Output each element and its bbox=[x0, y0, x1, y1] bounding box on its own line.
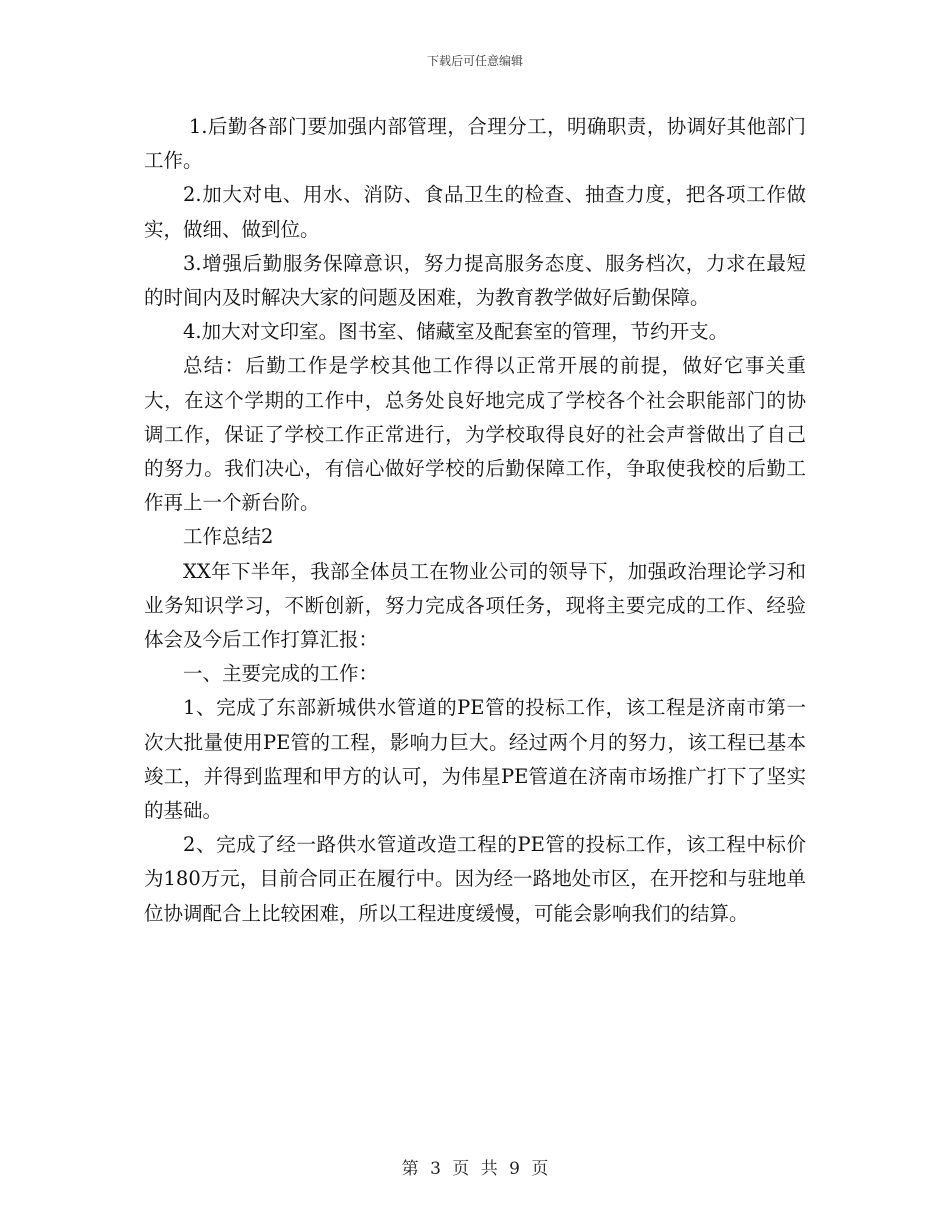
item-paragraph-2: 2、完成了经一路供水管道改造工程的PE管的投标工作，该工程中标价为180万元，目前合同正在履行中。因为经一路地处市区，在开挖和与驻地单位协调配合上比较困难，所以工程进度缓慢，可能会影响我们的结算。 bbox=[144, 833, 806, 925]
subheading: 一、主要完成的工作： bbox=[183, 662, 379, 686]
summary-paragraph: 总结：后勤工作是学校其他工作得以正常开展的前提，做好它事关重大，在这个学期的工作中，总务处良好地完成了学校各个社会职能部门的协调工作，保证了学校工作正常进行，为学校取得良好的社会声誉做出了自己的努力。我们决心，有信心做好学校的后勤保障工作，争取使我校的后勤工作再上一个新台阶。 bbox=[144, 354, 806, 515]
paragraph-3: 3.增强后勤服务保障意识，努力提高服务态度、服务档次，力求在最短的时间内及时解决大家的问题及困难，为教育教学做好后勤保障。 bbox=[144, 251, 806, 310]
page-number: 第 3 页 共 9 页 bbox=[401, 1159, 549, 1179]
section-title: 工作总结2 bbox=[183, 525, 274, 549]
item-paragraph-1: 1、完成了东部新城供水管道的PE管的投标工作，该工程是济南市第一次大批量使用PE管的工程，影响力巨大。经过两个月的努力，该工程已基本竣工，并得到监理和甲方的认可，为伟星PE管道在济南市场推广打下了坚实的基础。 bbox=[144, 696, 806, 823]
page-header: 下载后可任意编辑 bbox=[426, 54, 523, 68]
paragraph-4: 4.加大对文印室。图书室、储藏室及配套室的管理，节约开支。 bbox=[183, 320, 729, 344]
intro-paragraph: XX年下半年，我部全体员工在物业公司的领导下，加强政治理论学习和业务知识学习，不断创新，努力完成各项任务，现将主要完成的工作、经验体会及今后工作打算汇报： bbox=[144, 559, 806, 652]
paragraph-2: 2.加大对电、用水、消防、食品卫生的检查、抽查力度，把各项工作做实，做细、做到位。 bbox=[144, 183, 806, 241]
document-body bbox=[144, 110, 806, 931]
paragraph-1: 1.后勤各部门要加强内部管理，合理分工，明确职责，协调好其他部门工作。 bbox=[144, 115, 806, 173]
